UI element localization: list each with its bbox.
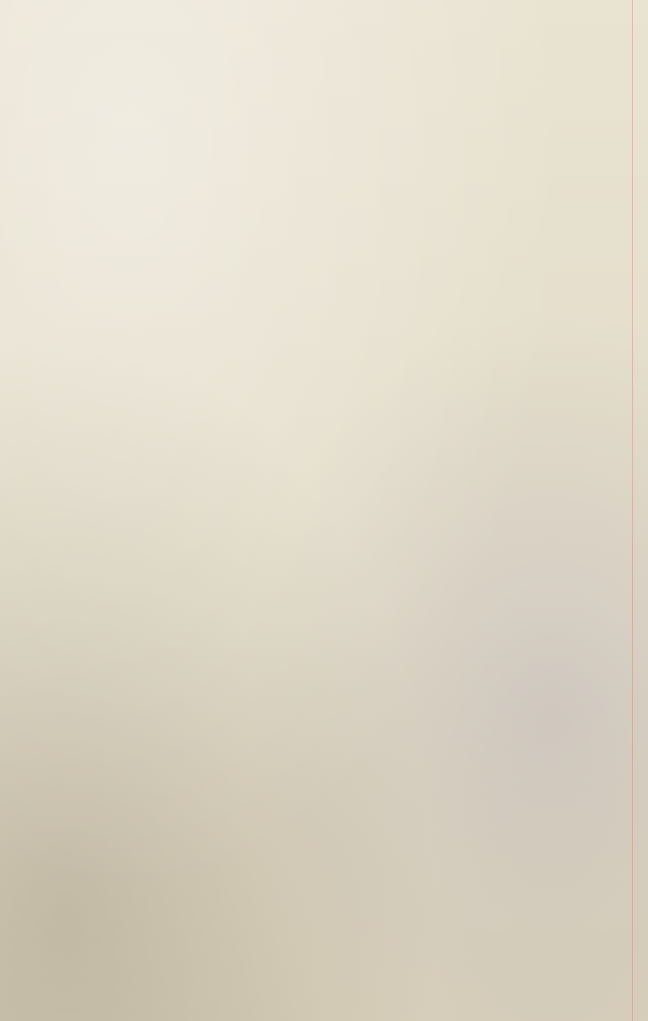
page-edge-line — [632, 0, 633, 1021]
section-title — [70, 71, 606, 87]
table-of-contents — [70, 56, 606, 97]
